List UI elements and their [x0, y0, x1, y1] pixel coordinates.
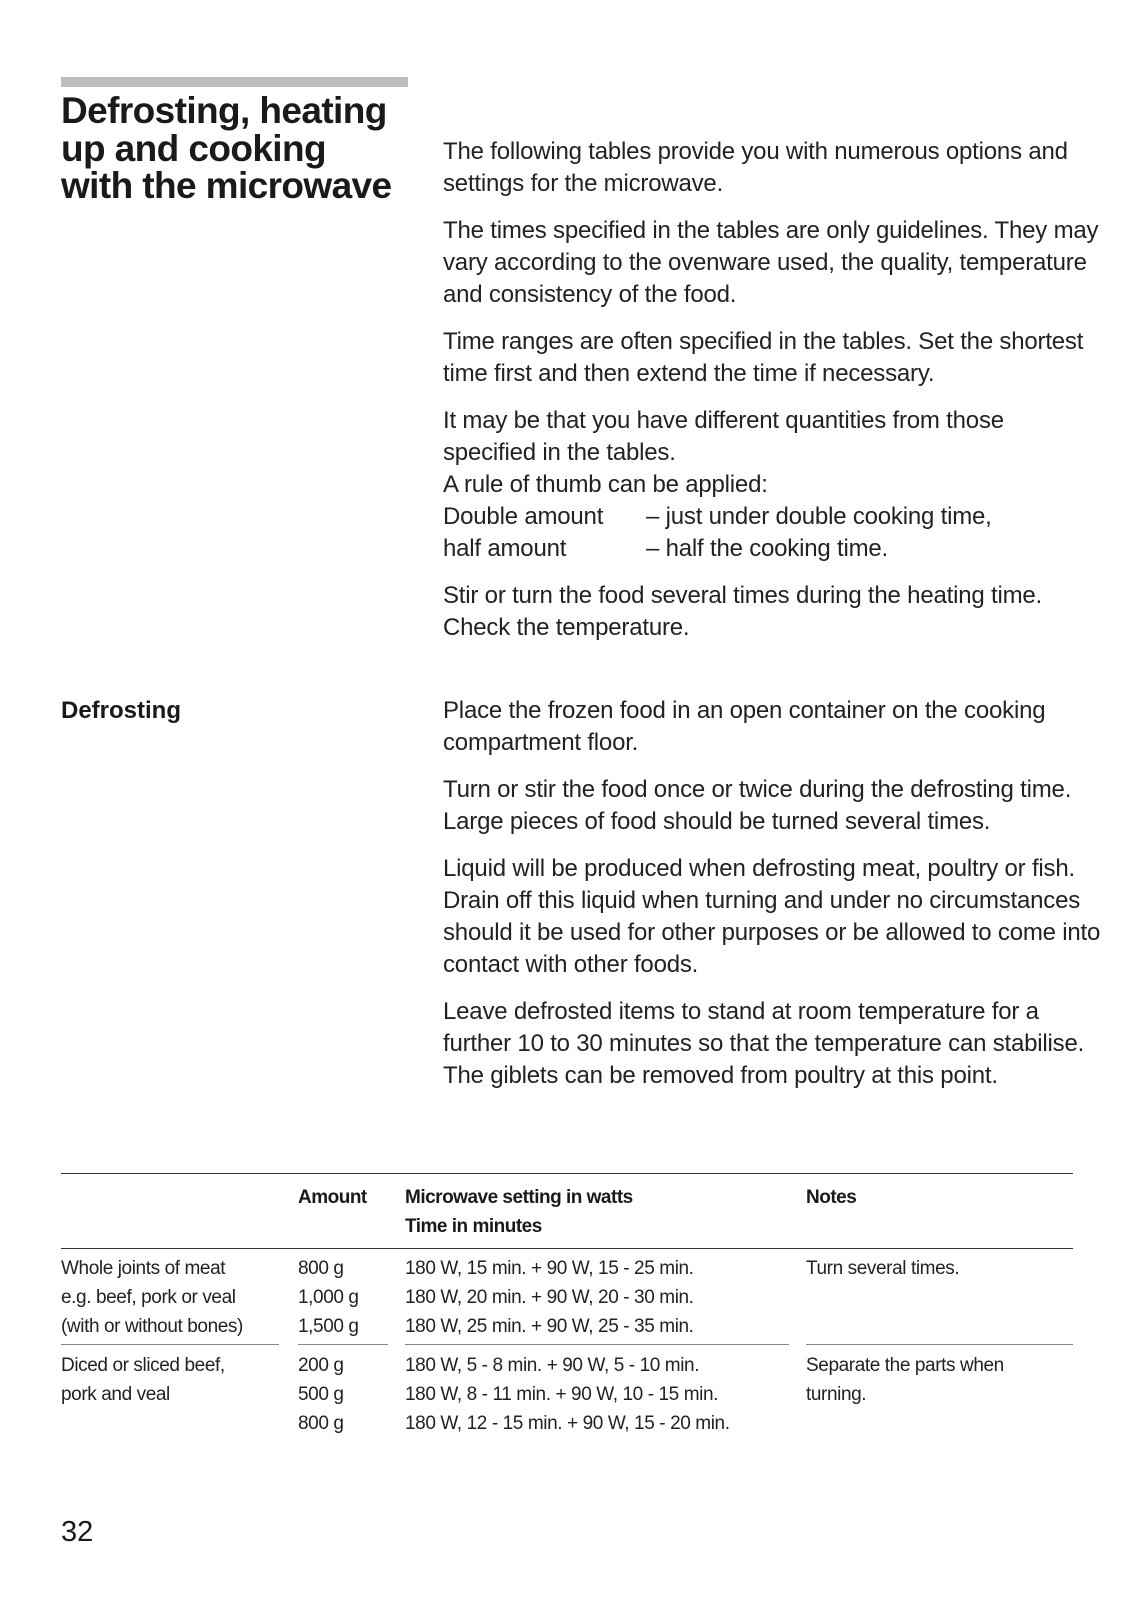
row-amounts	[298, 1351, 344, 1438]
food-line: Diced or sliced beef,	[61, 1355, 225, 1376]
page-number: 32	[61, 1516, 94, 1548]
section-label-defrosting: Defrosting	[61, 697, 181, 724]
header-setting	[405, 1183, 633, 1241]
row-food	[61, 1351, 225, 1409]
row-divider	[405, 1344, 789, 1345]
intro-paragraph: The times specified in the tables are only guidelines. They may vary according to the ovenware used, the quality, temperature and consistency of the food.	[443, 217, 1099, 308]
food-line: pork and veal	[61, 1384, 170, 1405]
setting-value: 180 W, 15 min. + 90 W, 15 - 25 min.	[405, 1258, 694, 1279]
setting-value: 180 W, 12 - 15 min. + 90 W, 15 - 20 min.	[405, 1413, 730, 1434]
setting-value: 180 W, 5 - 8 min. + 90 W, 5 - 10 min.	[405, 1355, 700, 1376]
row-notes	[806, 1254, 959, 1283]
amount-value: 1,000 g	[298, 1287, 359, 1308]
rule-double-value: – just under double cooking time,	[646, 503, 992, 530]
header-amount: Amount	[298, 1187, 367, 1208]
intro-paragraph-quantities	[443, 405, 1103, 565]
rule-half-label: half amount	[443, 535, 567, 562]
page-title	[61, 92, 411, 205]
rule-half-value: – half the cooking time.	[646, 535, 889, 562]
row-divider	[298, 1344, 388, 1345]
row-amounts	[298, 1254, 359, 1341]
row-food	[61, 1254, 243, 1341]
intro-paragraph: Stir or turn the food several times during the heating time. Check the temperature.	[443, 582, 1042, 641]
title-line: Defrosting, heating	[61, 90, 387, 131]
rule-half-row	[443, 533, 1103, 565]
amount-value: 200 g	[298, 1355, 344, 1376]
amount-value: 800 g	[298, 1258, 344, 1279]
intro-section	[443, 136, 1103, 659]
row-settings	[405, 1254, 694, 1341]
note-line: Separate the parts when	[806, 1355, 1004, 1376]
defrosting-paragraph: Place the frozen food in an open container on the cooking compartment floor.	[443, 697, 1046, 756]
amount-value: 800 g	[298, 1413, 344, 1434]
setting-value: 180 W, 8 - 11 min. + 90 W, 10 - 15 min.	[405, 1384, 719, 1405]
title-rule	[61, 77, 408, 87]
food-line: e.g. beef, pork or veal	[61, 1287, 236, 1308]
food-line: Whole joints of meat	[61, 1258, 226, 1279]
header-time-line: Time in minutes	[405, 1216, 542, 1237]
defrosting-paragraph: Turn or stir the food once or twice during the defrosting time. Large pieces of food should be turned several times.	[443, 776, 1072, 835]
row-divider	[806, 1344, 1073, 1345]
note-line: Turn several times.	[806, 1258, 960, 1279]
note-line: turning.	[806, 1384, 867, 1405]
rule-double-label: Double amount	[443, 503, 604, 530]
intro-paragraph: Time ranges are often specified in the tables. Set the shortest time first and then extend the time if necessary.	[443, 328, 1084, 387]
row-settings	[405, 1351, 730, 1438]
food-line: (with or without bones)	[61, 1316, 243, 1337]
row-divider	[61, 1344, 279, 1345]
setting-value: 180 W, 25 min. + 90 W, 25 - 35 min.	[405, 1316, 694, 1337]
defrosting-paragraph: Liquid will be produced when defrosting meat, poultry or fish. Drain off this liquid when turning and under no circumstances should it be used for other purposes or be allowed to come into contact with other foods.	[443, 855, 1101, 978]
rule-of-thumb-text: A rule of thumb can be applied:	[443, 471, 768, 498]
defrosting-section	[443, 695, 1103, 1107]
title-line: up and cooking	[61, 127, 326, 169]
row-notes	[806, 1351, 1004, 1409]
amount-value: 500 g	[298, 1384, 344, 1405]
table-header-rule	[61, 1248, 1073, 1249]
header-setting-line: Microwave setting in watts	[405, 1187, 633, 1208]
amount-value: 1,500 g	[298, 1316, 359, 1337]
rule-double-row	[443, 501, 1103, 533]
table-top-rule	[61, 1173, 1073, 1174]
setting-value: 180 W, 20 min. + 90 W, 20 - 30 min.	[405, 1287, 694, 1308]
header-notes: Notes	[806, 1187, 857, 1208]
title-line: with the microwave	[61, 165, 392, 206]
quantities-text: It may be that you have different quantities from those specified in the tables.	[443, 407, 1004, 466]
intro-paragraph: The following tables provide you with numerous options and settings for the microwave.	[443, 138, 1068, 197]
defrosting-paragraph: Leave defrosted items to stand at room temperature for a further 10 to 30 minutes so that the temperature can stabilise. The giblets can be removed from poultry at this point.	[443, 998, 1085, 1089]
